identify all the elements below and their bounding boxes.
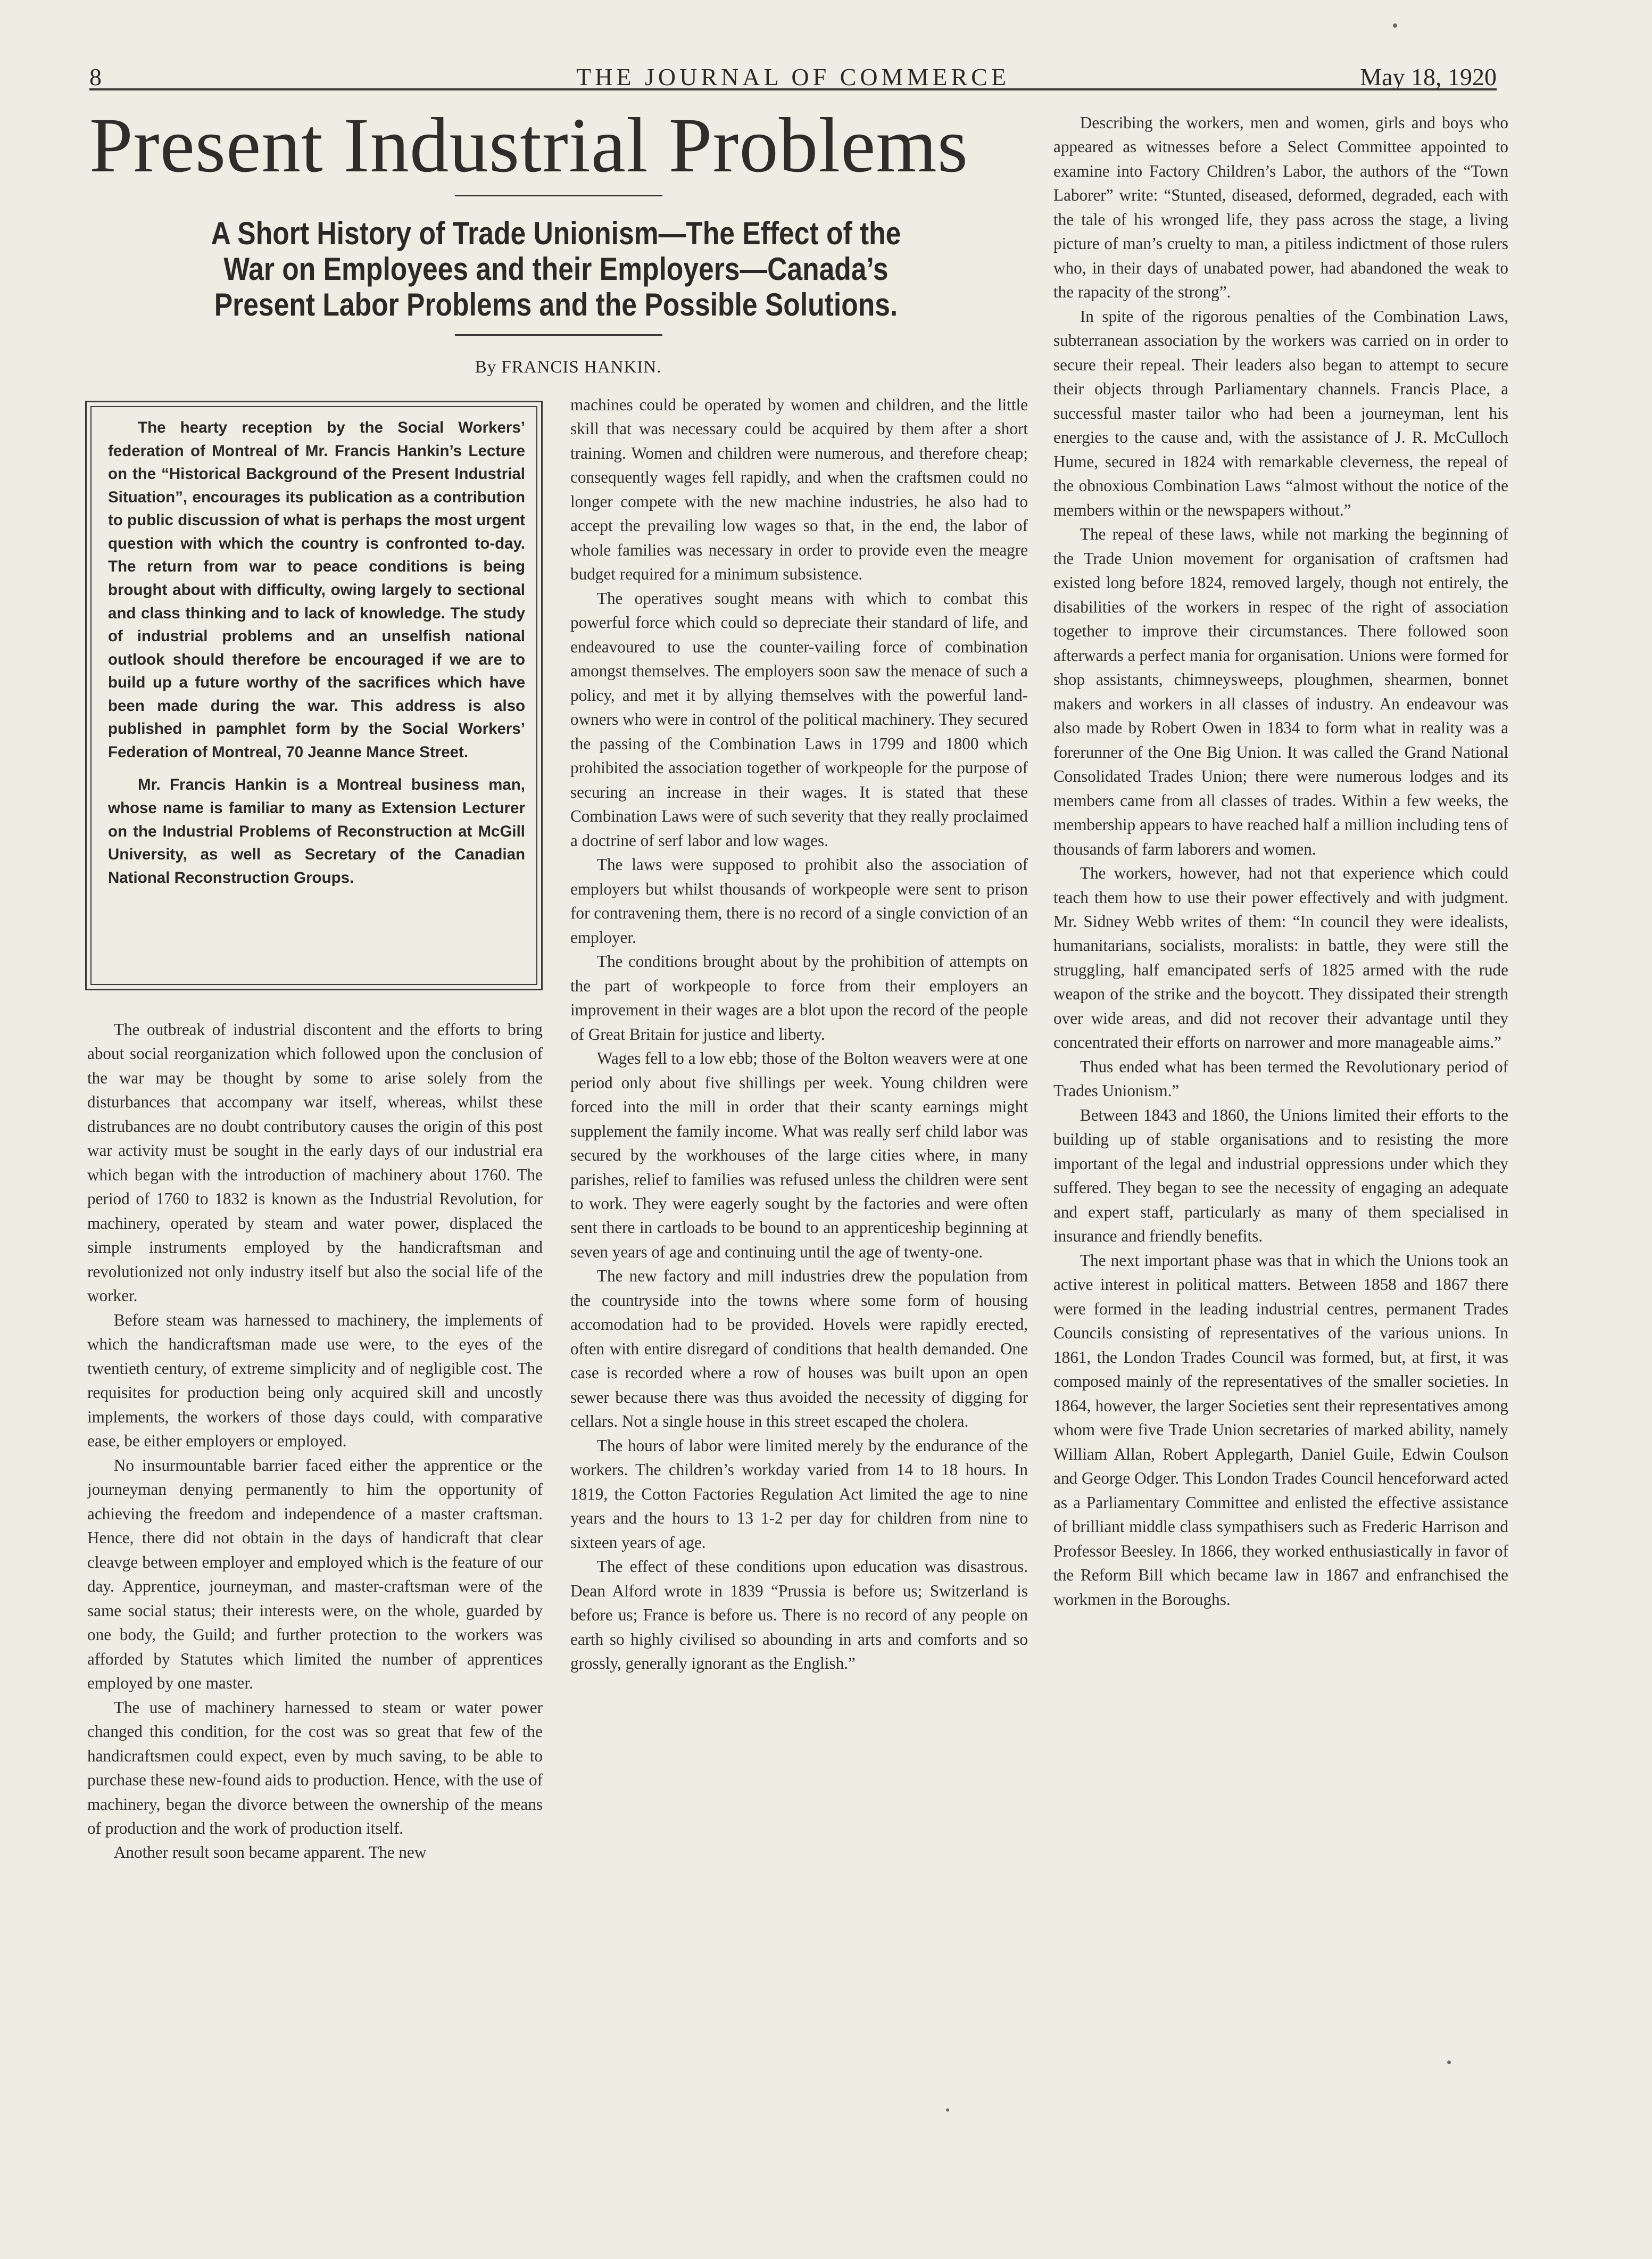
page-number: 8: [89, 63, 102, 90]
byline: By FRANCIS HANKIN.: [475, 358, 662, 377]
print-speck: [946, 2108, 949, 2112]
print-speck: [1447, 2061, 1451, 2064]
journal-name: THE JOURNAL OF COMMERCE: [576, 63, 1010, 90]
paragraph: The hours of labor were limited merely by the endurance of the workers. The children’s workday varied from 14 to 18 hours. In 1819, the Cotton Factories Regulation Act limited the age to nine years and the hours to 13 1-2 per day for children from nine to sixteen years of age.: [570, 1436, 1028, 1552]
paragraph: Between 1843 and 1860, the Unions limited their efforts to the building up of stable organisations and to resisting the more important of the legal and industrial oppressions under which they suffered. They began to see the necessity of engaging an adequate and expert staff, particularly as many of them specialised in insurance and friendly benefits.: [1053, 1105, 1508, 1246]
subtitle-divider: [455, 334, 662, 336]
column-1: [87, 1017, 543, 1865]
paragraph: The next important phase was that in which the Unions took an active interest in political matters. Between 1858 and 1867 there were formed in the leading industrial centres, permanent Trades Councils consisting of representatives of the various unions. In 1861, the London Trades Council was formed, but, at first, it was composed mainly of the representatives of the smaller societies. In 1864, however, the larger Societies sent their representatives among whom were five Trade Union secretaries of marked ability, namely William Allan, Robert Applegarth, Daniel Guile, Edwin Coulson and George Odger. This London Trades Council henceforward acted as a Parliamentary Committee and enlisted the effective assistance of brilliant middle class sympathisers such as Frederic Harrison and Professor Beesley. In 1866, they worked enthusiastically in favor of the Reform Bill which became law in 1867 and enfranchised the workmen in the Boroughs.: [1053, 1251, 1508, 1609]
paragraph: The repeal of these laws, while not marking the beginning of the Trade Union movement for organisation of craftsmen had existed long before 1824, removed largely, though not entirely, the disabilities of the workers in respec of the right of association together to improve their circumstances. There followed soon afterwards a perfect mania for organisation. Unions were formed for shop assistants, chimneysweeps, ploughmen, shearmen, bonnet makers and workers in all classes of industry. An endeavour was also made by Robert Owen in 1834 to form what in reality was a forerunner of the One Big Union. It was called the Grand National Consolidated Trades Union; there were numerous lodges and its members came from all classes of trades. Within a few weeks, the membership appears to have reached half a million including tens of thousands of farm laborers and women.: [1053, 525, 1508, 858]
paragraph: In spite of the rigorous penalties of the Combination Laws, subterranean association by the workers was carried on in order to secure their repeal. Their leaders also began to attempt to secure their objects through Parliamentary channels. Francis Place, a successful master tailor who had been a journeyman, lent his energies to the cause and, with the assistance of J. R. McCulloch Hume, secured in 1824 with remarkable cleverness, the repeal of the obnoxious Combination Laws “almost without the notice of the members within or the newspapers without.”: [1053, 307, 1508, 519]
editor-note-paragraph: The hearty reception by the Social Workers’ federation of Montreal of Mr. Francis Hankin’s Lecture on the “Historical Background of the Present Industrial Situation”, encourages its publication as a contribution to public discussion of what is perhaps the most urgent question with which the country is confronted to-day. The return from war to peace conditions is being brought about with difficulty, owing largely to sectional and class thinking and to lack of knowledge. The study of industrial problems and an unselfish national outlook should therefore be encouraged if we are to build up a future worthy of the sacrifices which have been made during the war. This address is also published in pamphlet form by the Social Workers’ Federation of Montreal, 70 Jeanne Mance Street.: [108, 419, 525, 761]
paragraph: The conditions brought about by the prohibition of attempts on the part of workpeople to force from their employers an improvement in their wages are a blot upon the record of the people of Great Britain for justice and liberty.: [570, 952, 1028, 1044]
page-header: [89, 63, 1497, 88]
paragraph: The workers, however, had not that experience which could teach them how to use their power effectively and with judgment. Mr. Sidney Webb writes of them: “In council they were idealists, humanitarians, socialists, moralists: in battle, they were still the struggling, half emancipated serfs of 1825 armed with the rude weapon of the strike and the boycott. They dissipated their strength over wide areas, and did not recover their advantage until they concentrated their efforts on narrower and more manageable aims.”: [1053, 864, 1508, 1052]
issue-date: May 18, 1920: [1360, 63, 1497, 90]
paragraph: Before steam was harnessed to machinery, the implements of which the handicraftsman made use were, to the eyes of the twentieth century, of extreme simplicity and of negligible cost. The requisites for production being only acquired skill and uncostly implements, the workers of those days could, with comparative ease, be either employers or employed.: [87, 1310, 543, 1451]
paragraph: Describing the workers, men and women, girls and boys who appeared as witnesses before a Select Committee appointed to examine into Factory Children’s Labor, the authors of the “Town Laborer” write: “Stunted, diseased, deformed, degraded, each with the tale of his wronged life, they pass across the stage, a living picture of man’s cruelty to man, a pitiless indictment of those rulers who, in their days of unabated power, had abandoned the weak to the rapacity of the strong”.: [1053, 113, 1508, 302]
article-subtitle: A Short History of Trade Unionism—The Effect of the War on Employees and their Employers—Canada’s Present Labor Problems and the Possible Solutions.: [211, 216, 901, 323]
column-2: [570, 393, 1028, 1676]
paragraph: Another result soon became apparent. The new: [113, 1843, 427, 1862]
paragraph: The effect of these conditions upon education was disastrous. Dean Alford wrote in 1839 “Prussia is before us; Switzerland is before us; France is before us. There is no record of any people on earth so highly civilised so abounding in arts and comforts and so grossly, generally ignorant as the English.”: [570, 1557, 1028, 1673]
editor-note-box: [85, 401, 543, 990]
paragraph: The new factory and mill industries drew the population from the countryside into the towns where some form of housing accomodation had to be provided. Hovels were rapidly erected, often with entire disregard of conditions that health demanded. One case is recorded where a row of houses was built upon an open sewer because there was thus avoided the necessity of digging for cellars. Not a single house in this street escaped the cholera.: [570, 1267, 1028, 1431]
author-bio-paragraph: Mr. Francis Hankin is a Montreal business man, whose name is familiar to many as Extension Lecturer on the Industrial Problems of Reconstruction at McGill University, as well as Secretary of the Canadian National Reconstruction Groups.: [108, 776, 525, 887]
paragraph: Wages fell to a low ebb; those of the Bolton weavers were at one period only about five shillings per week. Young children were forced into the mill in order that their scanty earnings might supplement the family income. What was really serf child labor was secured by the workhouses of the large cities where, in many parishes, relief to families was refused unless the children were sent to work. They were eagerly sought by the factories and were often sent there in cartloads to be bound to an apprenticeship beginning at seven years of age and continuing until the age of twenty-one.: [570, 1049, 1028, 1261]
editor-note-text: [108, 416, 525, 899]
paragraph: machines could be operated by women and children, and the little skill that was necessary could be acquired by them after a short training. Women and children were numerous, and therefore cheap; consequently wages fell rapidly, and when the craftsmen could no longer compete with the new machine industries, he also had to accept the prevailing low wages so that, in the end, the labor of whole families was necessary in order to provide even the meagre budget required for a minimum subsistence.: [570, 395, 1028, 584]
paragraph: The use of machinery harnessed to steam or water power changed this condition, for the cost was so great that few of the handicraftsmen could expect, even by much saving, to be able to purchase these new-found aids to production. Hence, with the use of machinery, began the divorce between the ownership of the means of production and the work of production itself.: [87, 1698, 543, 1838]
column-3: [1053, 111, 1508, 1611]
paragraph: No insurmountable barrier faced either the apprentice or the journeyman denying permanently to him the opportunity of achieving the freedom and independence of a master craftsman. Hence, there did not obtain in the days of handicraft that clear cleavge between employer and employed which is the feature of our day. Apprentice, journeyman, and master-craftsman were of the same social status; their interests were, on the whole, guarded by one body, the Guild; and further protection to the workers was afforded by Statutes which limited the number of apprentices employed by one master.: [87, 1455, 543, 1693]
paragraph: The operatives sought means with which to combat this powerful force which could so depreciate their standard of life, and endeavoured to use the counter-vailing force of combination amongst themselves. The employers soon saw the menace of such a policy, and met it by allying themselves with the powerful land-owners who were in control of the political machinery. They secured the passing of the Combination Laws in 1799 and 1800 which prohibited the association together of workpeople for the purpose of securing an increase in their wages. It is stated that these Combination Laws were of such severity that they really proclaimed a doctrine of serf labor and low wages.: [570, 589, 1028, 850]
header-rule: [89, 88, 1497, 90]
paragraph: The laws were supposed to prohibit also the association of employers but whilst thousands of workpeople were sent to prison for contravening them, there is no record of a single conviction of an employer.: [570, 855, 1028, 947]
print-speck: [1393, 23, 1397, 28]
paragraph: Thus ended what has been termed the Revolutionary period of Trades Unionism.”: [1053, 1057, 1508, 1100]
article-title: Present Industrial Problems: [89, 102, 968, 188]
title-divider: [455, 195, 662, 196]
paragraph: The outbreak of industrial discontent and the efforts to bring about social reorganization which followed upon the conclusion of the war may be thought by some to arise solely from the disturbances that accompany war itself, whereas, whilst these distrubances are no doubt contributory causes the origin of this post war activity must be sought in the early days of our industrial era which began with the introduction of machinery about 1760. The period of 1760 to 1832 is known as the Industrial Revolution, for machinery, operated by steam and water power, displaced the simple instruments employed by the handicraftsman and revolutionized not only industry itself but also the social life of the worker.: [87, 1020, 543, 1305]
